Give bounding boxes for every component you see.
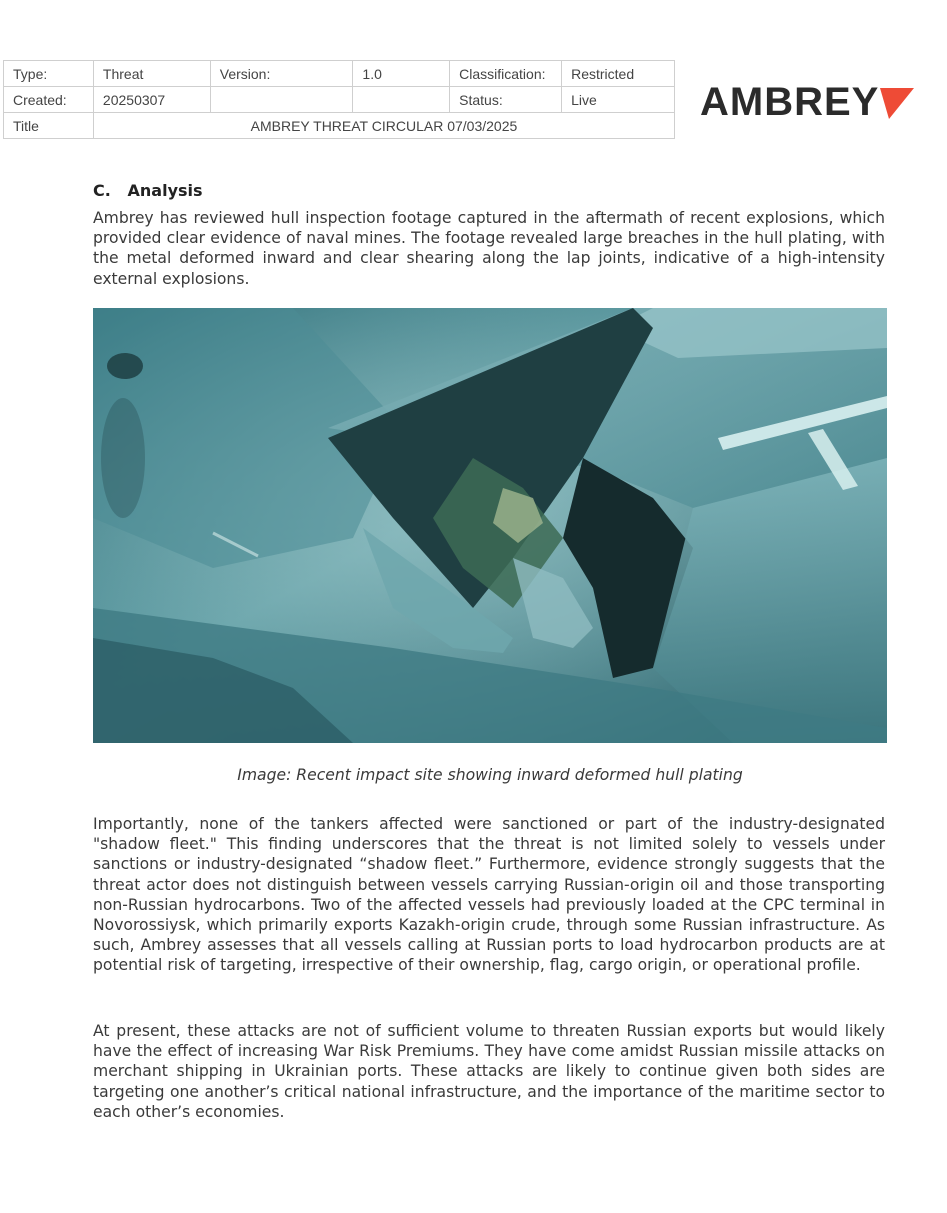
meta-row-title [4,113,675,139]
section-heading: C. Analysis [93,181,203,200]
type-value: Threat [93,61,210,87]
paragraph-1: Ambrey has reviewed hull inspection footage captured in the aftermath of recent explosions, which provided clear evidence of naval mines. The footage revealed large breaches in the hull plating, with the metal deformed inward and clear shearing along the lap joints, indicative of a high-intensity external explosions. [93,209,885,288]
version-label: Version: [210,61,353,87]
meta-row-created [4,87,675,113]
title-label: Title [4,113,94,139]
status-value: Live [562,87,675,113]
classification-label: Classification: [450,61,562,87]
logo-wordmark: AMBREY [700,80,880,124]
created-value: 20250307 [93,87,210,113]
title-value: AMBREY THREAT CIRCULAR 07/03/2025 [93,113,674,139]
paragraph-3: At present, these attacks are not of sufficient volume to threaten Russian exports but would likely have the effect of increasing War Risk Premiums. They have come amidst Russian missile attacks on merchant shipping in Ukrainian ports. These attacks are likely to continue given both sides are targeting one another’s critical national infrastructure, and the importance of the maritime sector to each other’s economies. [93,1022,885,1121]
underwater-hull-image [93,308,887,743]
version-value: 1.0 [353,61,450,87]
paragraph-2: Importantly, none of the tankers affected were sanctioned or part of the industry-designated "shadow fleet." This finding underscores that the threat is not limited solely to vessels under sanctions or industry-designated “shadow fleet.” Furthermore, evidence strongly suggests that the threat actor does not distinguish between vessels carrying Russian-origin oil and those transporting non-Russian hydrocarbons. Two of the affected vessels had previously loaded at the CPC terminal in Novorossiysk, which primarily exports Kazakh-origin crude, through some Russian infrastructure. As such, Ambrey assesses that all vessels calling at Russian ports to load hydrocarbon products are at potential risk of targeting, irrespective of their ownership, flag, cargo origin, or operational profile. [93,815,885,975]
classification-value: Restricted [562,61,675,87]
type-label: Type: [4,61,94,87]
image-caption: Image: Recent impact site showing inward deformed hull plating [237,766,743,784]
ambrey-logo [700,82,914,122]
meta-row-type [4,61,675,87]
hull-damage-photo [93,308,887,743]
document-meta-table [3,60,675,139]
created-label: Created: [4,87,94,113]
status-label: Status: [450,87,562,113]
logo-triangle-icon [880,85,914,119]
empty-cell [353,87,450,113]
empty-cell [210,87,353,113]
